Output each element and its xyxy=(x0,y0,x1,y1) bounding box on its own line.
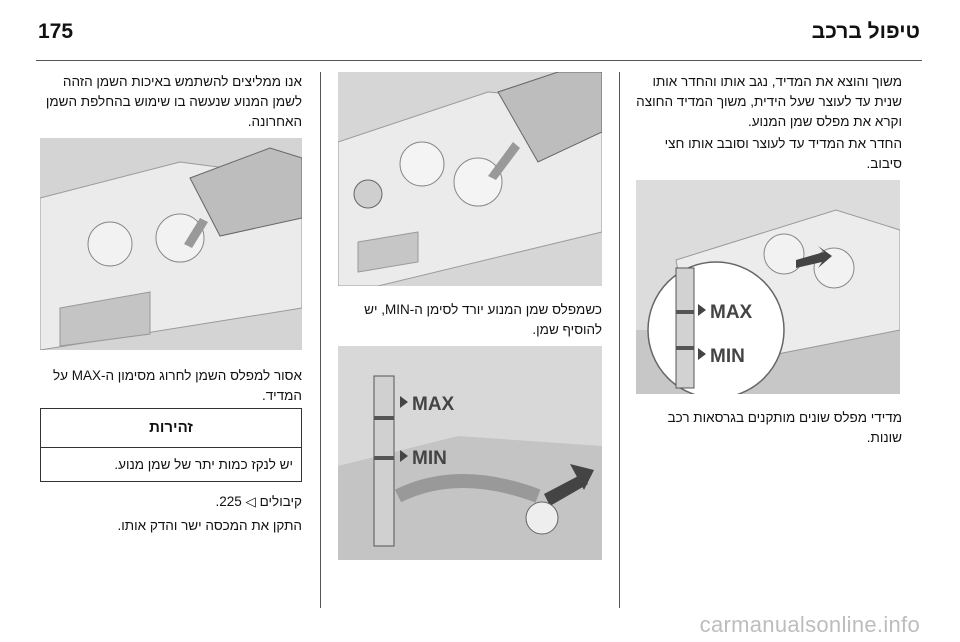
left-para-3: קיבולים ◁ 225. xyxy=(215,494,302,509)
caution-box xyxy=(40,408,302,482)
max-label: MAX xyxy=(412,394,455,415)
caution-text: יש לנקז כמות יתר של שמן מנוע. xyxy=(114,457,293,472)
oil-pour-illustration xyxy=(338,72,602,286)
left-para-1: אנו ממליצים להשתמש באיכות השמן הזהה לשמן המנוע שנעשה בו שימוש בהחלפת השמן האחרונה. xyxy=(45,74,302,129)
right-para-3: מדידי מפלס שונים מותקנים בגרסאות רכב שונות. xyxy=(667,410,902,445)
column-divider-left xyxy=(320,72,321,608)
caution-title: זהירות xyxy=(41,409,301,448)
middle-para-1: כשמפלס שמן המנוע יורד לסימן ה-MIN, יש להוסיף שמן. xyxy=(364,302,602,337)
right-para-1: משוך והוצא את המדיד, נגב אותו והחדר אותו שנית עד לעוצר שעל הידית, משוך המדיד החוצה וקרא את מפלס שמן המנוע. xyxy=(636,74,902,129)
oil-fill-illustration xyxy=(40,138,302,350)
right-para-2: החדר את המדיד עד לעוצר וסובב אותו חצי סיבוב. xyxy=(664,136,902,171)
watermark: carmanualsonline.info xyxy=(699,612,920,637)
left-para-2: אסור למפלס השמן לחרוג מסימון ה-MAX על המדיד. xyxy=(52,368,302,403)
section-title: טיפול ברכב xyxy=(811,20,920,43)
header-rule xyxy=(36,60,922,61)
max-label: MAX xyxy=(710,302,753,323)
page-header xyxy=(36,14,922,60)
left-para-4: התקן את המכסה ישר והדק אותו. xyxy=(117,518,302,533)
dipstick-illustration xyxy=(636,180,900,394)
dipstick-engine-illustration xyxy=(338,346,602,560)
page-number: 175 xyxy=(38,20,74,43)
column-divider-right xyxy=(619,72,620,608)
min-label: MIN xyxy=(412,448,447,469)
min-label: MIN xyxy=(710,346,745,367)
